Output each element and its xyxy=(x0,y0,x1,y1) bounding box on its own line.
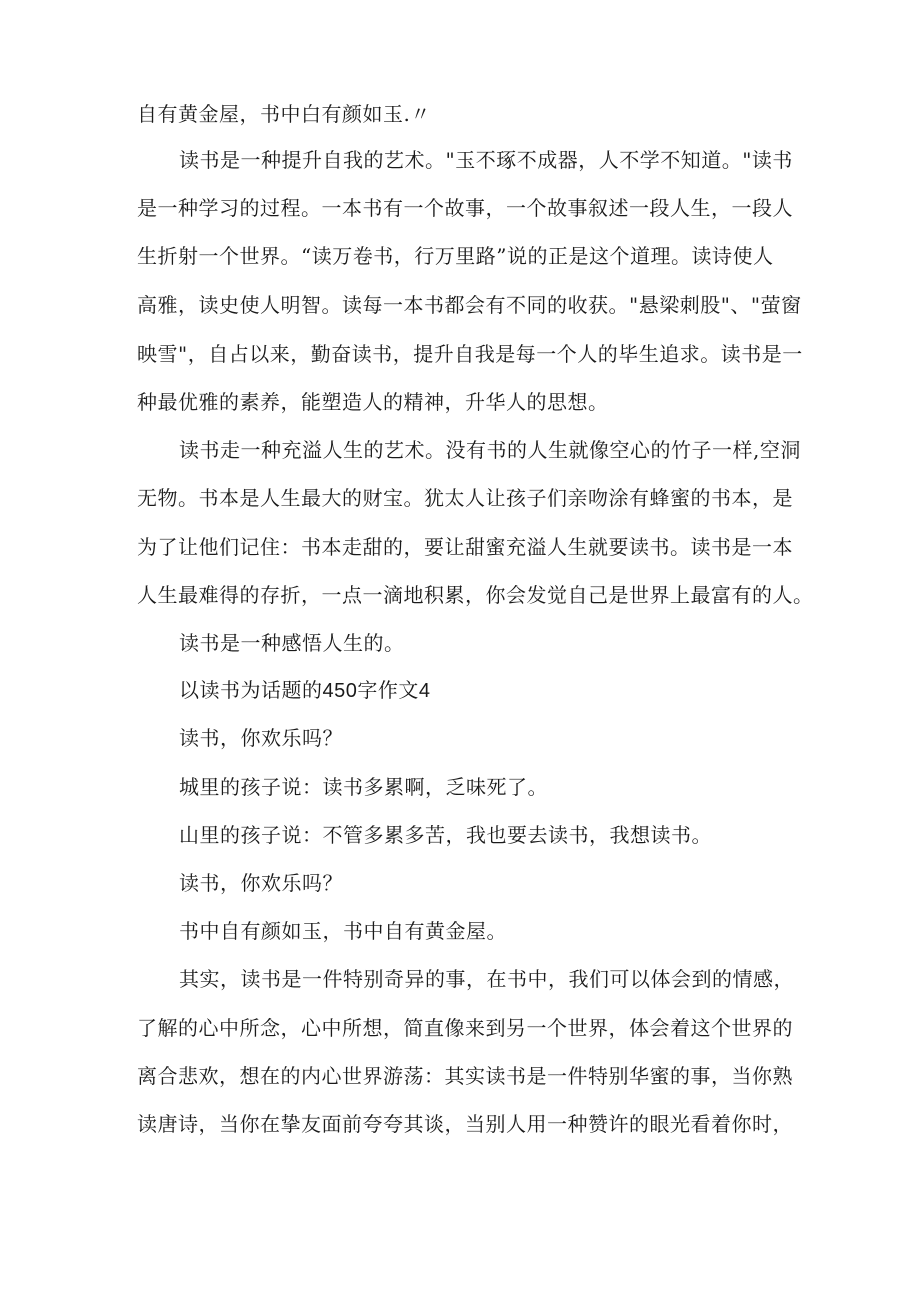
paragraph-first-line: 山里的孩子说：不管多累多苦，我也要去读书，我想读书。 xyxy=(179,823,712,847)
paragraph-first-line: 读书，你欢乐吗？ xyxy=(179,871,343,895)
text-line: 映雪"，自占以来，勤奋读书，提升自我是每一个人的毕生追求。读书是一 xyxy=(137,342,803,366)
paragraph-first-line: 读书，你欢乐吗？ xyxy=(179,726,343,750)
paragraph-first-line: 读书是一种感悟人生的。 xyxy=(179,631,405,655)
text-line: 为了让他们记住：书本走甜的，要让甜蜜充溢人生就要读书。读书是一本 xyxy=(137,535,793,559)
text-line: 生折射一个世界。“读万卷书，行万里路”说的正是这个道理。读诗使人 xyxy=(137,244,774,268)
text-line: 种最优雅的素养，能塑造人的精神，升华人的思想。 xyxy=(137,390,609,414)
paragraph-first-line: 其实，读书是一件特别奇异的事，在书中，我们可以体会到的情感， xyxy=(179,967,794,991)
text-line: 是一种学习的过程。一本书有一个故事，一个故事叙述一段人生，一段人 xyxy=(137,196,793,220)
paragraph-first-line: 城里的孩子说：读书多累啊，乏味死了。 xyxy=(179,775,548,799)
paragraph-first-line: 读书是一种提升自我的艺术。"玉不琢不成器，人不学不知道。"读书 xyxy=(179,148,793,172)
text-line: 高雅，读史使人明智。读每一本书都会有不同的收获。"悬梁刺股"、"萤窗 xyxy=(137,293,802,317)
text-line: 了解的心中所念，心中所想，简直像来到另一个世界，体会着这个世界的 xyxy=(137,1016,793,1040)
text-line: 离合悲欢，想在的内心世界游荡：其实读书是一件特别华蜜的事，当你熟 xyxy=(137,1064,793,1088)
paragraph-first-line: 书中自有颜如玉，书中自有黄金屋。 xyxy=(179,919,507,943)
text-line: 自有黄金屋，书中白有颜如玉.〃 xyxy=(137,102,431,126)
section-heading: 以读书为话题的450字作文4 xyxy=(179,680,431,702)
paragraph-first-line: 读书走一种充溢人生的艺术。没有书的人生就像空心的竹子一样,空洞 xyxy=(179,438,801,462)
text-line: 人生最难得的存折，一点一滴地积累，你会发觉自己是世界上最富有的人。 xyxy=(137,583,814,607)
text-line: 读唐诗，当你在挚友面前夸夸其谈，当别人用一种赞许的眼光看着你时， xyxy=(137,1112,793,1136)
text-line: 无物。书本是人生最大的财宝。犹太人让孩子们亲吻涂有蜂蜜的书本，是 xyxy=(137,486,793,510)
